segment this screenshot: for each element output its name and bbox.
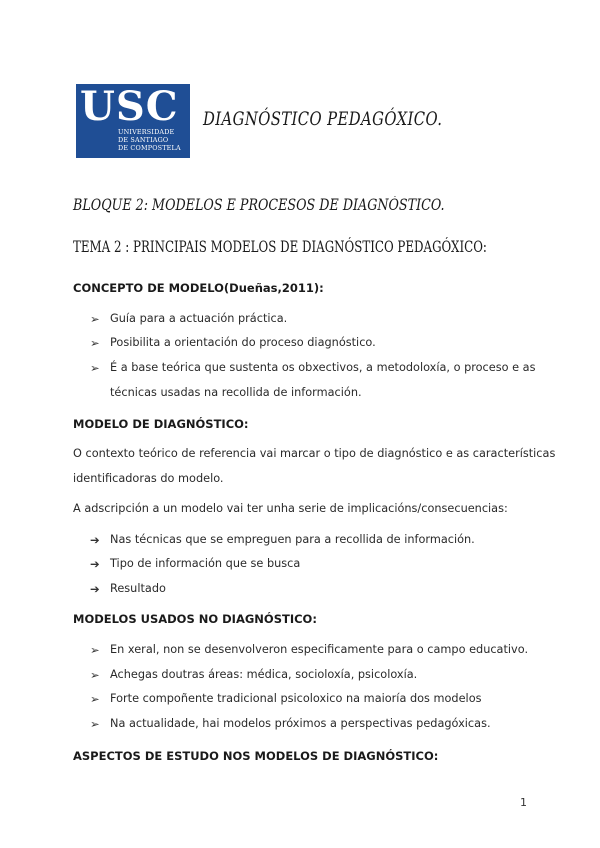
logo-line-2: DE SANTIAGO [118, 136, 169, 144]
paragraph: A adscripción a un modelo vai ter unha serie de implicacións/consecuencias: [73, 502, 508, 515]
arrow-bullet-icon: ➔ [90, 533, 100, 547]
list-item: É a base teórica que sustenta os obxectivos, a metodoloxía, o proceso e as [110, 361, 536, 374]
list-item-continuation: técnicas usadas na recollida de información. [110, 386, 362, 399]
logo-university-name [118, 128, 181, 152]
arrowhead-bullet-icon: ➢ [90, 361, 100, 375]
arrowhead-bullet-icon: ➢ [90, 668, 100, 682]
section-heading-modelo: MODELO DE DIAGNÓSTICO: [73, 417, 249, 431]
arrowhead-bullet-icon: ➢ [90, 336, 100, 350]
list-item: Guía para a actuación práctica. [110, 312, 288, 325]
section-heading-aspectos: ASPECTOS DE ESTUDO NOS MODELOS DE DIAGNÓSTICO: [73, 749, 439, 763]
list-item: Forte compoñente tradicional psicoloxico na maioría dos modelos [110, 692, 482, 705]
arrow-bullet-icon: ➔ [90, 557, 100, 571]
list-item: Tipo de información que se busca [110, 557, 301, 570]
arrow-bullet-icon: ➔ [90, 582, 100, 596]
list-item: Nas técnicas que se empreguen para a recollida de información. [110, 533, 475, 546]
paragraph-line: O contexto teórico de referencia vai marcar o tipo de diagnóstico e as características [73, 447, 556, 460]
topic-heading: TEMA 2 : PRINCIPAIS MODELOS DE DIAGNÓSTICO PEDAGÓXICO: [73, 237, 487, 256]
section-heading-concepto: CONCEPTO DE MODELO(Dueñas,2011): [73, 281, 324, 295]
usc-logo [76, 84, 190, 158]
list-item: Achegas doutras áreas: médica, socioloxía, psicoloxía. [110, 668, 418, 681]
list-item: Resultado [110, 582, 166, 595]
paragraph-line: identificadoras do modelo. [73, 472, 224, 485]
arrowhead-bullet-icon: ➢ [90, 692, 100, 706]
arrowhead-bullet-icon: ➢ [90, 643, 100, 657]
block-heading: BLOQUE 2: MODELOS E PROCESOS DE DIAGNÓSTICO. [73, 196, 445, 214]
section-heading-usados: MODELOS USADOS NO DIAGNÓSTICO: [73, 612, 317, 626]
arrowhead-bullet-icon: ➢ [90, 717, 100, 731]
logo-line-1: UNIVERSIDADE [118, 128, 175, 136]
page-number: 1 [520, 796, 527, 809]
arrowhead-bullet-icon: ➢ [90, 312, 100, 326]
list-item: Na actualidade, hai modelos próximos a perspectivas pedagóxicas. [110, 717, 491, 730]
list-item: Posibilita a orientación do proceso diagnóstico. [110, 336, 376, 349]
document-title: DIAGNÓSTICO PEDAGÓXICO. [203, 108, 443, 130]
logo-line-3: DE COMPOSTELA [118, 144, 181, 152]
list-item: En xeral, non se desenvolveron especificamente para o campo educativo. [110, 643, 529, 656]
logo-acronym: USC [80, 83, 179, 130]
